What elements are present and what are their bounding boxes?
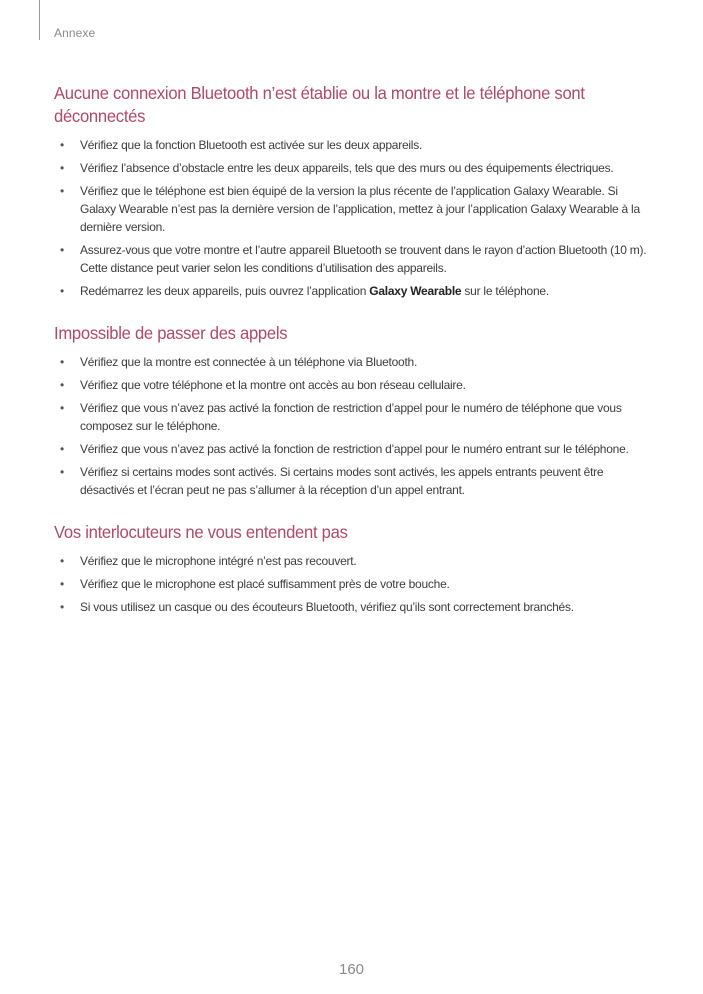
list-item: • Vérifiez que vous n’avez pas activé la fonction de restriction d’appel pour le numéro entrant sur le téléphone. (60, 442, 629, 456)
list-item: • Si vous utilisez un casque ou des écouteurs Bluetooth, vérifiez qu’ils sont correctement branchés. (60, 600, 574, 614)
page-content (54, 82, 654, 638)
list-item: • Vérifiez que le microphone intégré n’est pas recouvert. (60, 554, 357, 568)
bullet-icon: • (60, 138, 64, 152)
bullet-icon: • (60, 161, 64, 175)
list-item: • Vérifiez que votre téléphone et la montre ont accès au bon réseau cellulaire. (60, 378, 466, 392)
list-item: • Vérifiez l’absence d’obstacle entre les deux appareils, tels que des murs ou des équipements électriques. (60, 161, 614, 175)
list-item: • Vérifiez que la montre est connectée à un téléphone via Bluetooth. (60, 355, 418, 369)
bullet-list (54, 136, 654, 300)
bullet-icon: • (60, 184, 64, 198)
header-divider (39, 0, 40, 40)
bullet-icon: • (60, 442, 64, 456)
section-cannot-make-calls (54, 322, 654, 499)
app-name-emphasis: Galaxy Wearable (369, 284, 462, 298)
section-title: Vos interlocuteurs ne vous entendent pas (54, 522, 348, 542)
bullet-icon: • (60, 577, 64, 591)
bullet-icon: • (60, 554, 64, 568)
section-cannot-be-heard (54, 521, 654, 616)
list-item: • Vérifiez que le téléphone est bien équipé de la version la plus récente de l’application Galaxy Wearable. Si Galaxy Wearable n’est pas la dernière version de l’application, mettez à jour l’application Galaxy Wearable à la dernière version. (60, 184, 640, 234)
bullet-icon: • (60, 284, 64, 298)
list-item: • Redémarrez les deux appareils, puis ouvrez l’application Galaxy Wearable sur le téléphone. (60, 284, 549, 298)
list-item: • Vérifiez si certains modes sont activés. Si certains modes sont activés, les appels entrants peuvent être désactivés et l’écran peut ne pas s’allumer à la réception d’un appel entrant. (60, 465, 604, 497)
list-item: • Vérifiez que vous n’avez pas activé la fonction de restriction d’appel pour le numéro de téléphone que vous composez sur le téléphone. (60, 401, 622, 433)
section-bluetooth-connection (54, 82, 654, 300)
section-title: Impossible de passer des appels (54, 323, 288, 343)
list-item: • Assurez-vous que votre montre et l’autre appareil Bluetooth se trouvent dans le rayon d’action Bluetooth (10 m). Cette distance peut varier selon les conditions d’utilisation des appareils. (60, 243, 647, 275)
bullet-icon: • (60, 401, 64, 415)
bullet-icon: • (60, 465, 64, 479)
bullet-list (54, 552, 654, 616)
bullet-icon: • (60, 378, 64, 392)
chapter-label: Annexe (54, 26, 96, 40)
bullet-icon: • (60, 600, 64, 614)
list-item: • Vérifiez que le microphone est placé suffisamment près de votre bouche. (60, 577, 450, 591)
bullet-icon: • (60, 243, 64, 257)
page-number: 160 (338, 961, 365, 978)
list-item: • Vérifiez que la fonction Bluetooth est activée sur les deux appareils. (60, 138, 423, 152)
section-title: Aucune connexion Bluetooth n’est établie ou la montre et le téléphone sont déconnectés (54, 83, 585, 126)
bullet-list (54, 353, 654, 499)
bullet-icon: • (60, 355, 64, 369)
